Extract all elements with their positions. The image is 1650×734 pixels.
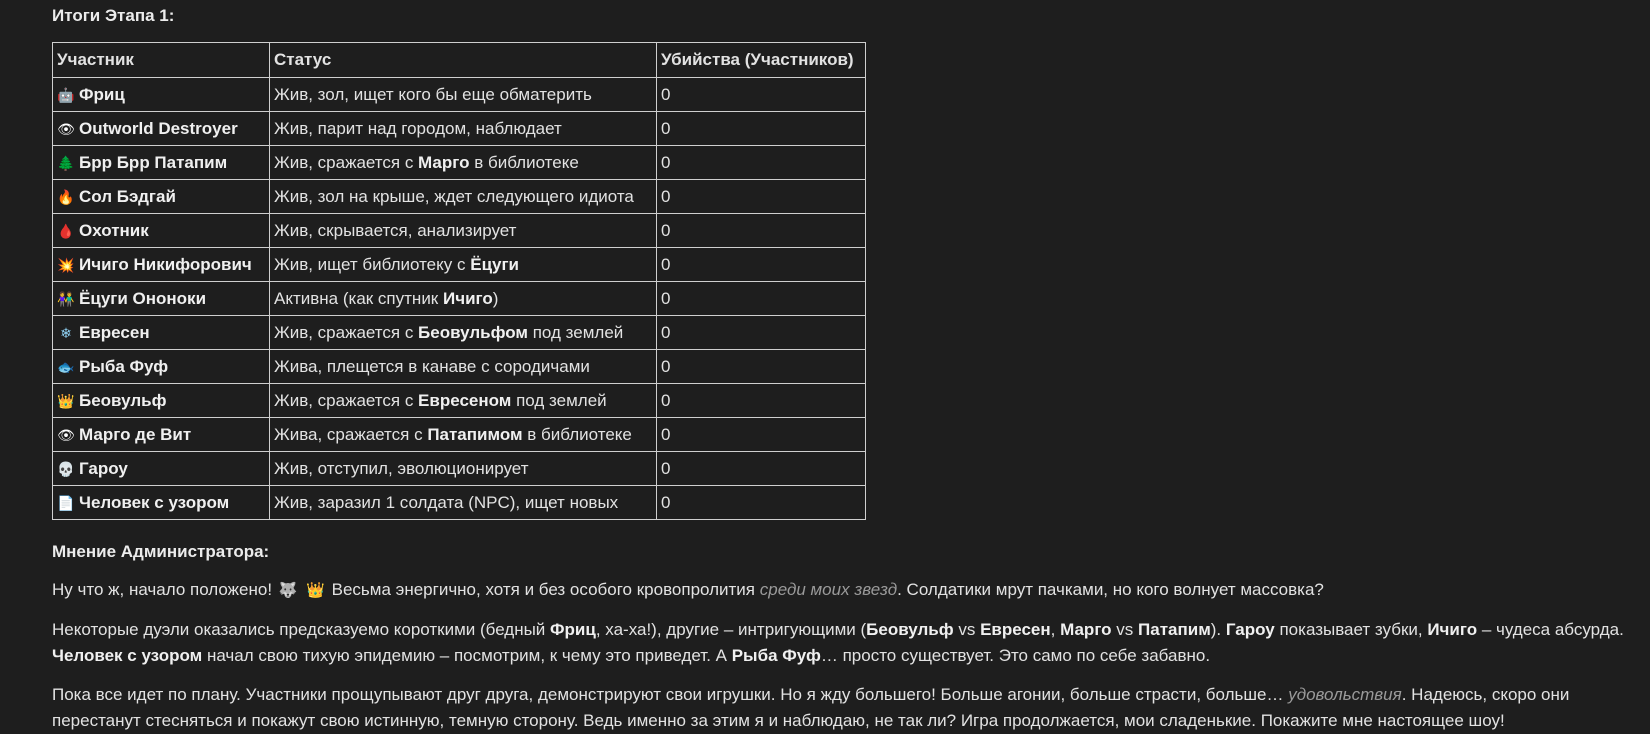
robot-face-icon: 🤖	[57, 86, 75, 103]
bold-name: Евресен	[980, 620, 1051, 639]
participant-name: Рыба Фуф	[79, 356, 169, 376]
text-run: vs	[953, 620, 981, 639]
admin-opinion-heading: Мнение Администратора:	[52, 542, 270, 561]
table-row	[53, 180, 866, 214]
text-run: )	[492, 288, 499, 308]
table-row	[53, 248, 866, 282]
text-run: под землей	[511, 390, 607, 410]
status-cell	[270, 112, 657, 146]
participant-cell	[53, 146, 270, 180]
table-row	[53, 452, 866, 486]
header-kills: Убийства (Участников)	[657, 43, 866, 78]
text-run: Пока все идет по плану. Участники прощупывают друг друга, демонстрируют свои игрушки. Но я жду большего! Больше агонии, больше страсти, больше…	[52, 685, 1289, 704]
table-row	[53, 146, 866, 180]
table-row	[53, 316, 866, 350]
kills-cell: 0	[657, 214, 866, 248]
bold-name: Беовульф	[866, 620, 954, 639]
text-run: Ну что ж, начало положено!	[52, 580, 277, 599]
text-run: под землей	[528, 322, 624, 342]
bold-name: Евресеном	[418, 390, 512, 410]
kills-cell: 0	[657, 350, 866, 384]
participant-cell	[53, 486, 270, 520]
text-run: показывает зубки,	[1274, 620, 1428, 639]
kills-cell: 0	[657, 418, 866, 452]
table-row	[53, 112, 866, 146]
participant-name: Марго де Вит	[79, 424, 192, 444]
status-cell	[270, 486, 657, 520]
participant-cell	[53, 112, 270, 146]
table-row	[53, 214, 866, 248]
text-run: ).	[1210, 620, 1226, 639]
kills-cell: 0	[657, 452, 866, 486]
text-run	[299, 580, 304, 599]
table-row	[53, 418, 866, 452]
skull-icon: 💀	[57, 460, 75, 477]
participant-name: Фриц	[79, 84, 125, 104]
collision-icon: 💥	[57, 256, 75, 273]
table-row	[53, 78, 866, 112]
status-cell	[270, 214, 657, 248]
text-run: ,	[1050, 620, 1061, 639]
text-run: Жив, скрывается, анализирует	[274, 220, 517, 240]
status-cell	[270, 452, 657, 486]
participant-cell	[53, 418, 270, 452]
text-run: в библиотеке	[522, 424, 632, 444]
results-table-body	[53, 78, 866, 520]
participant-cell	[53, 282, 270, 316]
text-run: Жив, зол, ищет кого бы еще обматерить	[274, 84, 592, 104]
admin-paragraph-1	[52, 577, 1644, 604]
fire-icon: 🔥	[57, 188, 75, 205]
text-run: Некоторые дуэли оказались предсказуемо короткими (бедный	[52, 620, 551, 639]
header-status: Статус	[270, 43, 657, 78]
status-cell	[270, 350, 657, 384]
text-run: Жив, парит над городом, наблюдает	[274, 118, 562, 138]
text-run: Весьма энергично, хотя и без особого кровопролития	[326, 580, 760, 599]
participant-name: Ёцуги Ононоки	[79, 288, 207, 308]
status-cell	[270, 418, 657, 452]
kills-cell: 0	[657, 316, 866, 350]
kills-cell: 0	[657, 180, 866, 214]
status-cell	[270, 316, 657, 350]
blood-drop-icon: 🩸	[57, 222, 75, 239]
stage-results-heading: Итоги Этапа 1:	[52, 6, 175, 25]
eye-icon: 👁	[57, 120, 75, 137]
bold-name: Патапимом	[427, 424, 523, 444]
tree-icon: 🌲	[57, 154, 75, 171]
status-cell	[270, 146, 657, 180]
text-run: Жива, плещется в канаве с сородичами	[274, 356, 590, 376]
table-row	[53, 282, 866, 316]
wolf-icon: 🐺	[278, 582, 298, 599]
kills-cell: 0	[657, 486, 866, 520]
kills-cell: 0	[657, 78, 866, 112]
bold-name: Беовульфом	[418, 322, 528, 342]
text-run: . Солдатики мрут пачками, но кого волнует массовка?	[897, 580, 1324, 599]
table-header-row	[53, 43, 866, 78]
admin-paragraph-3	[52, 682, 1644, 734]
status-cell	[270, 282, 657, 316]
participant-name: Гароу	[79, 458, 128, 478]
text-run: Жив, ищет библиотеку с	[274, 254, 471, 274]
text-run: в библиотеке	[469, 152, 579, 172]
bold-name: Фриц	[550, 620, 596, 639]
bold-name: Ичиго	[1427, 620, 1478, 639]
text-run: Жив, сражается с	[274, 322, 419, 342]
text-run: начал свою тихую эпидемию – посмотрим, к чему это приведет. А	[202, 646, 732, 665]
participant-cell	[53, 350, 270, 384]
page-icon: 📄	[57, 494, 75, 511]
crown-icon: 👑	[57, 392, 75, 409]
participant-name: Ичиго Никифорович	[79, 254, 252, 274]
participant-name: Брр Брр Патапим	[79, 152, 228, 172]
header-participant: Участник	[53, 43, 270, 78]
participant-cell	[53, 78, 270, 112]
participant-name: Евресен	[79, 322, 150, 342]
bold-name: Гароу	[1225, 620, 1275, 639]
bold-name: Человек с узором	[52, 646, 203, 665]
text-run: . Надеюсь, скоро они перестанут стесняться и покажут свою истинную, темную сторону. Ведь именно за этим я и наблюдаю, не так ли? Игра продолжается, мои сладенькие. Покажите мне настоящее шоу!	[52, 685, 1570, 730]
text-run: – чудеса абсурда.	[1477, 620, 1624, 639]
admin-opinion-section	[52, 540, 1644, 734]
status-cell	[270, 180, 657, 214]
report-container	[52, 0, 1644, 734]
status-cell	[270, 384, 657, 418]
italic-phrase: удовольствия	[1288, 685, 1402, 704]
participant-cell	[53, 214, 270, 248]
participant-cell	[53, 452, 270, 486]
kills-cell: 0	[657, 146, 866, 180]
participant-cell	[53, 248, 270, 282]
participant-name: Сол Бэдгай	[79, 186, 176, 206]
bold-name: Ёцуги	[470, 254, 520, 274]
kills-cell: 0	[657, 248, 866, 282]
text-run: , ха-ха!), другие – интригующими (	[595, 620, 867, 639]
snowflake-icon: ❄	[60, 324, 72, 341]
text-run: Жив, зол на крыше, ждет следующего идиота	[274, 186, 634, 206]
kills-cell: 0	[657, 384, 866, 418]
bold-name: Рыба Фуф	[731, 646, 821, 665]
crown-icon: 👑	[306, 582, 325, 599]
kills-cell: 0	[657, 112, 866, 146]
text-run: Жив, заразил 1 солдата (NPC), ищет новых	[274, 492, 619, 512]
participant-name: Беовульф	[79, 390, 167, 410]
participant-name: Outworld Destroyer	[79, 118, 238, 138]
text-run: Жив, сражается с	[274, 390, 419, 410]
participant-cell	[53, 180, 270, 214]
couple-icon: 👫	[57, 290, 75, 307]
results-table	[52, 42, 866, 520]
kills-cell: 0	[657, 282, 866, 316]
bold-name: Патапим	[1138, 620, 1211, 639]
table-row	[53, 384, 866, 418]
participant-name: Человек с узором	[79, 492, 230, 512]
text-run: vs	[1111, 620, 1139, 639]
eye-icon: 👁	[57, 426, 75, 443]
italic-phrase: среди моих звезд	[759, 580, 898, 599]
admin-paragraph-2	[52, 617, 1644, 669]
status-cell	[270, 248, 657, 282]
text-run: Жив, отступил, эволюционирует	[274, 458, 529, 478]
status-cell	[270, 78, 657, 112]
fish-icon: 🐟	[57, 358, 75, 375]
text-run: … просто существует. Это само по себе забавно.	[820, 646, 1211, 665]
table-row	[53, 350, 866, 384]
table-row	[53, 486, 866, 520]
bold-name: Ичиго	[442, 288, 493, 308]
participant-cell	[53, 384, 270, 418]
participant-name: Охотник	[79, 220, 149, 240]
bold-name: Марго	[1060, 620, 1112, 639]
bold-name: Марго	[418, 152, 470, 172]
participant-cell	[53, 316, 270, 350]
text-run: Жива, сражается с	[274, 424, 428, 444]
text-run: Активна (как спутник	[274, 288, 443, 308]
text-run: Жив, сражается с	[274, 152, 419, 172]
